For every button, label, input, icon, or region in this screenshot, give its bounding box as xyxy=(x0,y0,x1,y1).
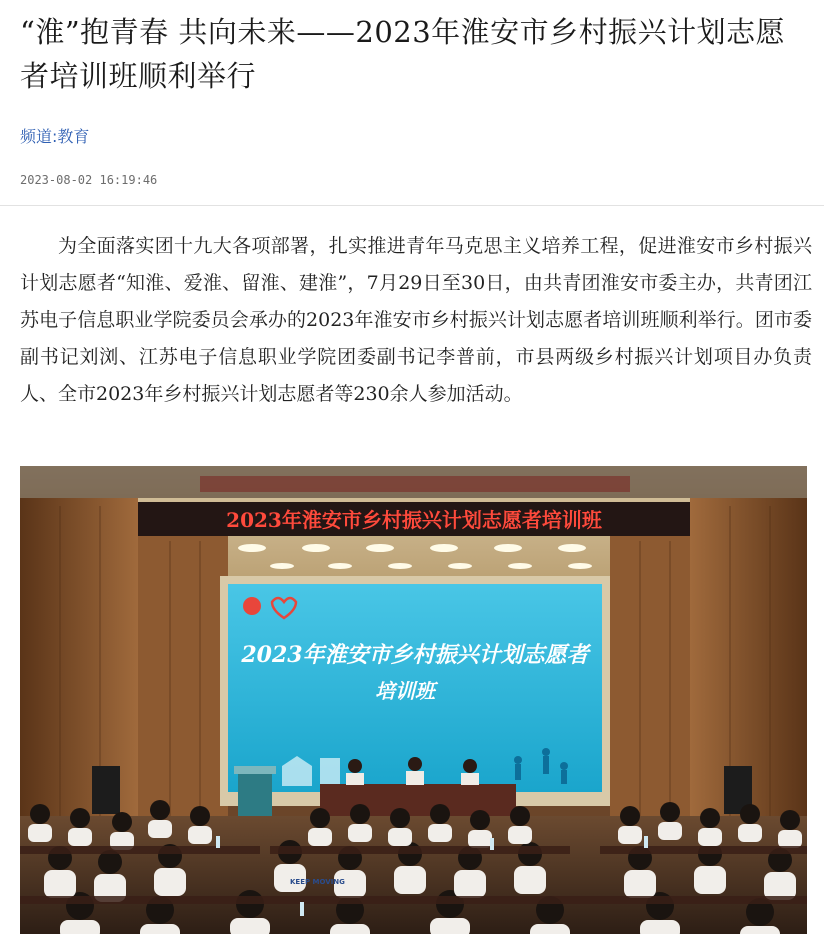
channel-label: 频道: xyxy=(20,127,58,146)
banner-text: 2023年淮安市乡村振兴计划志愿者培训班 xyxy=(226,508,602,532)
league-emblem-icon xyxy=(243,597,261,615)
shirt-print: KEEP MOVING xyxy=(290,878,345,886)
article-photo xyxy=(20,466,807,934)
screen-title-line2: 培训班 xyxy=(375,679,435,703)
channel-link[interactable]: 教育 xyxy=(57,127,90,146)
article-title: “淮”抱青春 共向未来——2023年淮安市乡村振兴计划志愿者培训班顺利举行 xyxy=(20,15,786,93)
article-paragraph: 为全面落实团十九大各项部署，扎实推进青年马克思主义培养工程，促进淮安市乡村振兴计划志愿者“知淮、爱淮、留淮、建淮”，7月29日至30日，由共青团淮安市委主办，共青团江苏电子信息职业学院委员会承办的2023年淮安市乡村振兴计划志愿者培训班顺利举行。团市委副书记刘浏、江苏电子信息职业学院团委副书记李普前，市县两级乡村振兴计划项目办负责人、全市2023年乡村振兴计划志愿者等230余人参加活动。 xyxy=(20,235,812,405)
publish-time: 2023-08-02 16:19:46 xyxy=(20,173,158,187)
presiding-desk xyxy=(320,784,516,816)
channel-meta xyxy=(20,124,89,147)
screen-title-line1: 2023年淮安市乡村振兴计划志愿者 xyxy=(241,642,589,668)
header-divider xyxy=(0,205,824,206)
